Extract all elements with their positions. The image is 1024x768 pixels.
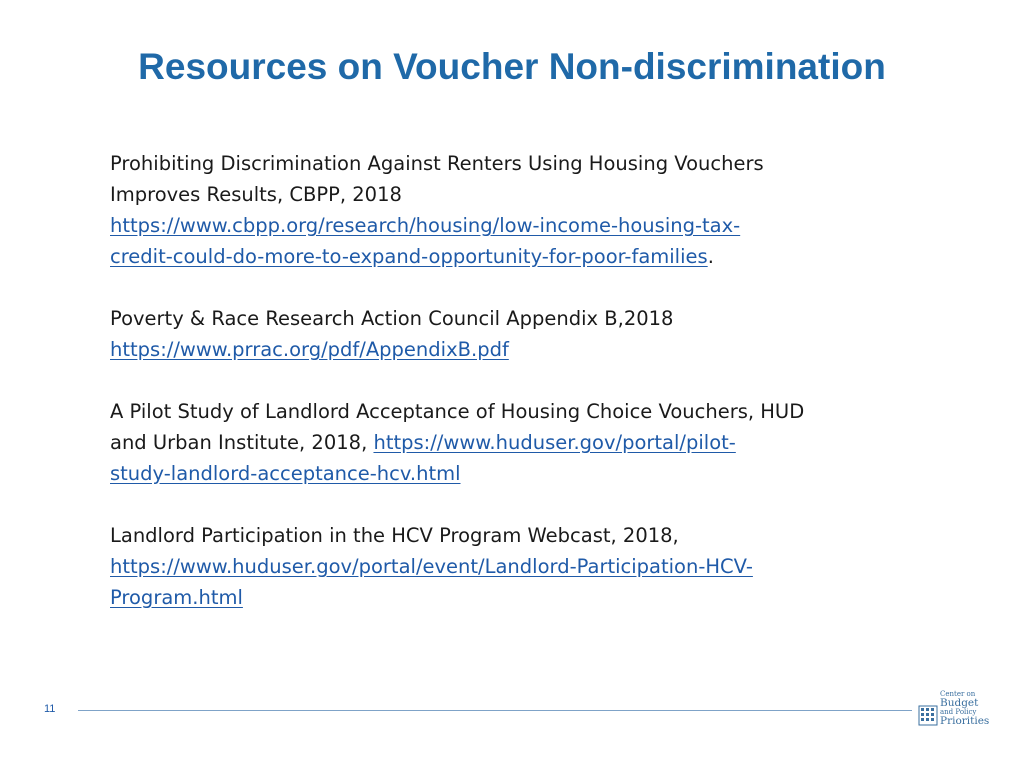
reference-text: Poverty & Race Research Action Council Appendix B,2018: [110, 307, 674, 330]
slide-title: Resources on Voucher Non-discrimination: [138, 46, 886, 87]
reference-link-line: [110, 210, 870, 241]
building-grid-icon: [918, 702, 938, 726]
cbpp-link-continued[interactable]: credit-could-do-more-to-expand-opportunity-for-poor-families: [110, 245, 708, 268]
reference-link-line: [110, 427, 870, 458]
reference-text: Improves Results, CBPP, 2018: [110, 183, 402, 206]
trailing-period: .: [707, 245, 714, 268]
hcv-webcast-link-continued[interactable]: Program.html: [110, 586, 243, 609]
cbpp-logo: [918, 690, 994, 734]
prrac-link[interactable]: https://www.prrac.org/pdf/AppendixB.pdf: [110, 338, 509, 361]
reference-text: A Pilot Study of Landlord Acceptance of Housing Choice Vouchers, HUD: [110, 400, 805, 423]
logo-line-center: Center on: [940, 690, 976, 698]
reference-hud-pilot: [110, 396, 870, 489]
reference-hcv-webcast: [110, 520, 870, 613]
logo-line-priorities: Priorities: [940, 715, 990, 727]
logo-wordmark: [940, 690, 989, 726]
logo-line-budget: Budget: [940, 697, 979, 709]
reference-link-line: [110, 334, 870, 365]
reference-link-line: [110, 241, 870, 272]
hcv-webcast-link[interactable]: https://www.huduser.gov/portal/event/Landlord-Participation-HCV-: [110, 555, 753, 578]
logo-line-and-policy: and Policy: [940, 708, 977, 716]
page-number: 11: [44, 703, 56, 715]
cbpp-link[interactable]: https://www.cbpp.org/research/housing/low-income-housing-tax-: [110, 214, 741, 237]
reference-text: Prohibiting Discrimination Against Renters Using Housing Vouchers: [110, 152, 764, 175]
reference-link-line: [110, 582, 870, 613]
references-list: [110, 148, 870, 644]
reference-inline-text: and Urban Institute, 2018,: [110, 431, 374, 454]
reference-prrac: [110, 303, 870, 365]
reference-link-line: [110, 458, 870, 489]
hud-pilot-link[interactable]: https://www.huduser.gov/portal/pilot-: [373, 431, 736, 454]
reference-text: Landlord Participation in the HCV Program Webcast, 2018,: [110, 524, 679, 547]
hud-pilot-link-continued[interactable]: study-landlord-acceptance-hcv.html: [110, 462, 461, 485]
reference-link-line: [110, 551, 870, 582]
footer-divider: [78, 710, 912, 711]
reference-cbpp: [110, 148, 870, 272]
